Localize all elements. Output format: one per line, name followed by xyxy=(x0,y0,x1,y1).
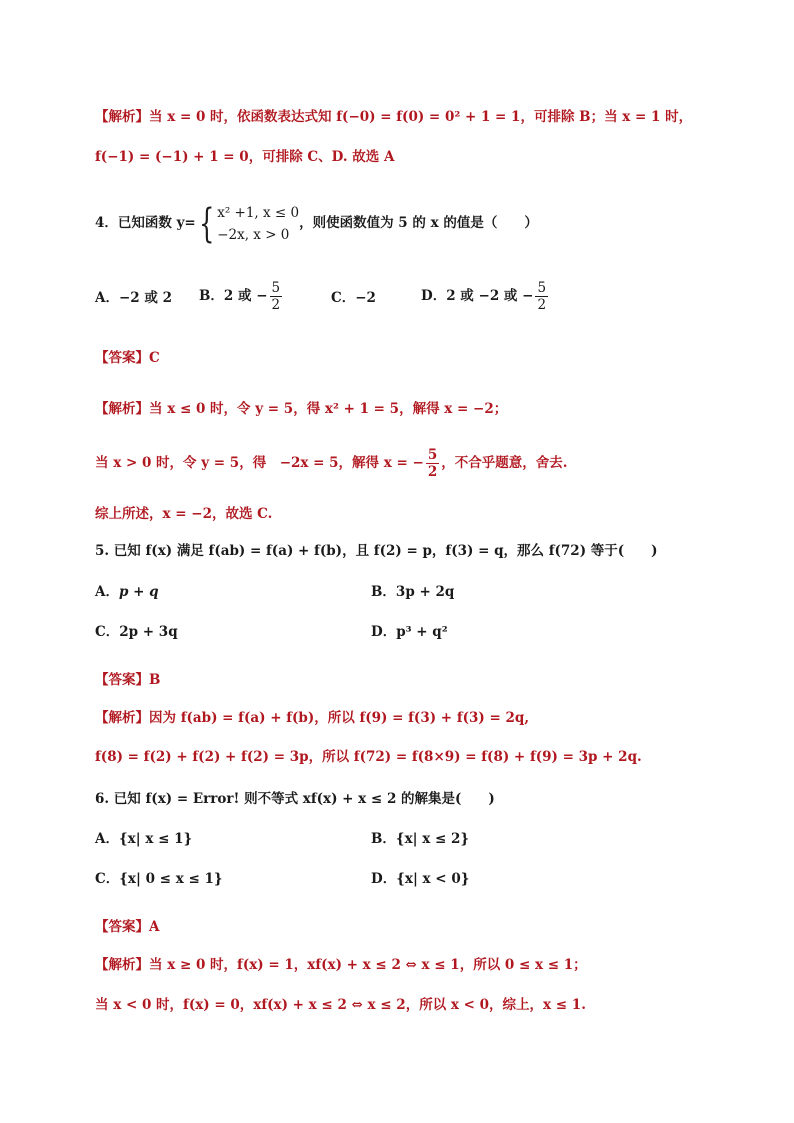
answer-tag: 【答案】 xyxy=(95,672,149,688)
question-text: 6. 已知 f(x) = Error! 则不等式 xf(x) + x ≤ 2 的解集是( ) xyxy=(95,791,495,807)
analysis-text: ，不合乎题意，舍去. xyxy=(441,455,568,471)
fraction xyxy=(270,280,283,313)
q6-analysis-line2 xyxy=(95,995,586,1015)
q3-analysis-line2 xyxy=(95,147,394,167)
analysis-text: 当 x > 0 时，令 y = 5，得 −2x = 5，解得 x = − xyxy=(95,455,424,471)
q4-answer xyxy=(95,348,160,368)
analysis-text: 当 x = 0 时，依函数表达式知 f(−0) = f(0) = 0² + 1 = 1，可排除 B；当 x = 1 时， xyxy=(149,109,693,125)
q4-analysis-line1 xyxy=(95,399,507,419)
option-text: 3p + 2q xyxy=(395,584,455,600)
piecewise-brace: { xyxy=(198,200,215,247)
option-label: D． xyxy=(371,871,397,887)
q4-analysis-line2 xyxy=(95,443,567,483)
q4-stem xyxy=(95,198,538,248)
q5-option-d xyxy=(371,622,448,642)
option-label: C． xyxy=(331,290,356,306)
option-label: A． xyxy=(95,584,119,600)
frac-num: 5 xyxy=(271,280,281,296)
frac-den: 2 xyxy=(427,464,438,480)
answer-value: C xyxy=(149,350,160,366)
q5-stem xyxy=(95,541,658,561)
fraction xyxy=(535,280,548,313)
piecewise-cases xyxy=(217,202,299,246)
q5-option-a xyxy=(95,582,159,602)
q6-option-b xyxy=(371,829,469,849)
option-text: −2 或 2 xyxy=(118,290,172,306)
q4-stem-prefix: 4．已知函数 y= xyxy=(95,215,196,231)
option-text: {x| x ≤ 2} xyxy=(395,831,470,847)
q6-option-c xyxy=(95,869,223,889)
option-label: B． xyxy=(371,831,396,847)
answer-tag: 【答案】 xyxy=(95,919,149,935)
option-text: {x| x ≤ 1} xyxy=(118,831,193,847)
q6-analysis-line1 xyxy=(95,955,587,975)
option-label: C． xyxy=(95,871,120,887)
piece-2: −2x, x > 0 xyxy=(217,226,290,243)
analysis-tag: 【解析】 xyxy=(95,710,149,726)
analysis-tag: 【解析】 xyxy=(95,401,149,417)
analysis-text: f(8) = f(2) + f(2) + f(2) = 3p，所以 f(72) = f(8×9) = f(8) + f(9) = 3p + 2q. xyxy=(95,749,642,765)
q4-option-c xyxy=(331,288,376,308)
frac-num: 5 xyxy=(427,447,438,463)
q5-analysis-line2 xyxy=(95,747,642,767)
q4-analysis-line3 xyxy=(95,504,272,524)
option-text: 2p + 3q xyxy=(119,624,178,640)
option-label: C． xyxy=(95,624,120,640)
option-text: 2 或 − xyxy=(223,288,268,304)
piece-1: x² +1, x ≤ 0 xyxy=(217,204,300,221)
analysis-text: f(−1) = (−1) + 1 = 0，可排除 C、D. 故选 A xyxy=(95,149,395,165)
q4-option-b xyxy=(199,280,284,313)
option-label: B． xyxy=(199,288,224,304)
option-text: −2 xyxy=(355,290,376,306)
q4-stem-suffix: ，则使函数值为 5 的 x 的值是（ ） xyxy=(299,215,538,231)
analysis-text: 当 x < 0 时，f(x) = 0，xf(x) + x ≤ 2 ⇔ x ≤ 2，所以 x < 0，综上，x ≤ 1. xyxy=(95,997,586,1013)
analysis-text: 综上所述，x = −2，故选 C. xyxy=(95,506,273,522)
fraction xyxy=(426,447,439,480)
analysis-text: 当 x ≥ 0 时，f(x) = 1，xf(x) + x ≤ 2 ⇔ x ≤ 1，所以 0 ≤ x ≤ 1； xyxy=(149,957,587,973)
option-text: {x| x < 0} xyxy=(396,871,470,887)
q4-option-d xyxy=(421,280,550,313)
frac-den: 2 xyxy=(271,297,281,313)
option-text: {x| 0 ≤ x ≤ 1} xyxy=(119,871,223,887)
q6-answer xyxy=(95,917,159,937)
q5-option-b xyxy=(371,582,454,602)
option-text: p + q xyxy=(118,584,159,600)
q4-option-a xyxy=(95,288,172,308)
option-label: D． xyxy=(371,624,397,640)
analysis-tag: 【解析】 xyxy=(95,109,149,125)
question-text: 5. 已知 f(x) 满足 f(ab) = f(a) + f(b)，且 f(2) = p，f(3) = q，那么 f(72) 等于( ) xyxy=(95,543,658,559)
frac-num: 5 xyxy=(537,280,547,296)
answer-value: B xyxy=(149,672,161,688)
q6-option-d xyxy=(371,869,469,889)
analysis-text: 因为 f(ab) = f(a) + f(b)，所以 f(9) = f(3) + f(3) = 2q, xyxy=(149,710,530,726)
analysis-tag: 【解析】 xyxy=(95,957,149,973)
option-label: B． xyxy=(371,584,396,600)
answer-tag: 【答案】 xyxy=(95,350,149,366)
q6-option-a xyxy=(95,829,192,849)
option-text: 2 或 −2 或 − xyxy=(446,288,534,304)
q3-analysis-line1 xyxy=(95,107,692,127)
option-label: A． xyxy=(95,290,119,306)
q5-answer xyxy=(95,670,160,690)
analysis-text: 当 x ≤ 0 时，令 y = 5，得 x² + 1 = 5，解得 x = −2； xyxy=(149,401,508,417)
frac-den: 2 xyxy=(537,297,547,313)
option-text: p³ + q² xyxy=(396,624,448,640)
q5-option-c xyxy=(95,622,178,642)
option-label: A． xyxy=(95,831,119,847)
option-label: D． xyxy=(421,288,447,304)
q6-stem xyxy=(95,789,495,809)
q5-analysis-line1 xyxy=(95,708,529,728)
answer-value: A xyxy=(149,919,160,935)
